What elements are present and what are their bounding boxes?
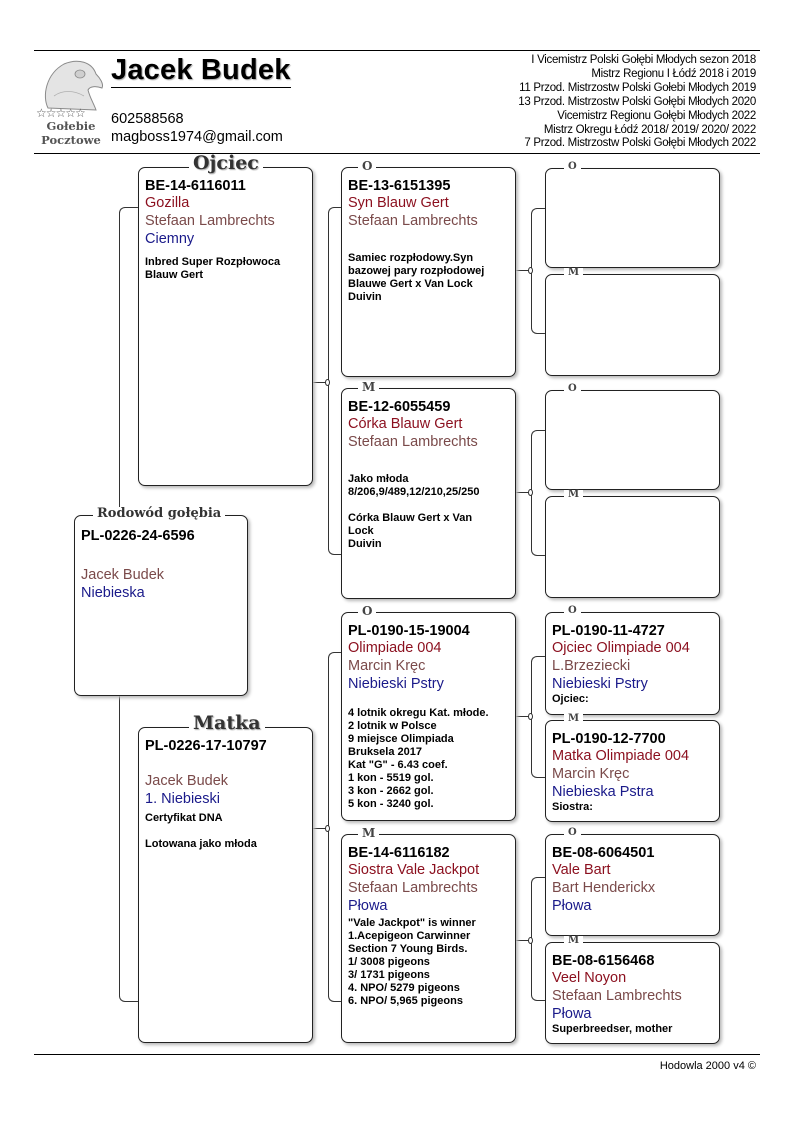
logo-stars: ☆☆☆☆☆ [36, 106, 85, 120]
connector-sd-parents [531, 430, 545, 556]
owner-phone: 602588568 [111, 111, 184, 127]
pigeon-name [81, 549, 247, 566]
achievement-item: 13 Przod. Mistrzostw Polski Gołębi Młodych 2020 [518, 95, 756, 108]
achievement-item: 7 Przod. Mistrzostw Polski Gołębi Młodych 2022 [524, 137, 756, 150]
owner-email[interactable]: magboss1974@gmail.com [111, 129, 283, 145]
pigeon-name: Matka Olimpiade 004 [552, 748, 690, 764]
header-top-rule [34, 50, 760, 51]
breeder-name: Stefaan Lambrechts [145, 213, 275, 229]
pigeon-card-sd-dam[interactable] [545, 489, 720, 598]
achievement-item: Mistrz Regionu I Łódź 2018 i 2019 [591, 67, 756, 80]
pigeon-card-sire-dam[interactable] [341, 380, 516, 599]
achievement-item: I Vicemistrz Polski Gołębi Młodych sezon 2018 [531, 54, 756, 66]
logo-text-line2: Pocztowe [41, 133, 101, 147]
pigeon-card-subject[interactable] [74, 506, 248, 696]
owner-name-underline [111, 87, 291, 88]
achievement-item: Mistrz Okregu Łódź 2018/ 2019/ 2020/ 2022 [543, 123, 756, 136]
pigeon-name: Olimpiade 004 [348, 640, 442, 656]
ring-number: PL-0226-17-10797 [145, 738, 267, 754]
connector-knot [528, 937, 533, 944]
pigeon-notes: Ojciec: [552, 693, 589, 705]
card-legend: O [564, 384, 581, 394]
card-legend: M [564, 714, 583, 724]
card-legend: M [358, 827, 379, 839]
connector-ss-parents [531, 208, 545, 334]
connector-knot [325, 825, 330, 832]
ring-number: PL-0190-11-4727 [552, 623, 665, 639]
pigeon-name: Syn Blauw Gert [348, 195, 449, 211]
pigeon-card-dd-sire[interactable] [545, 827, 720, 936]
breeder-name: L.Brzeziecki [552, 658, 631, 674]
card-legend: M [564, 490, 583, 500]
ring-number: BE-12-6055459 [348, 399, 451, 415]
pigeon-card-ss-sire[interactable] [545, 161, 720, 268]
ring-number: PL-0190-12-7700 [552, 731, 666, 747]
card-legend: O [564, 828, 581, 838]
pigeon-card-ds-dam[interactable] [545, 713, 720, 822]
card-legend: O [564, 162, 581, 172]
connector-dd-parents [531, 877, 545, 1001]
breeder-name: Stefaan Lambrechts [348, 434, 478, 450]
footer-rule [34, 1054, 760, 1055]
breeder-name: Jacek Budek [81, 567, 165, 583]
ring-number: BE-14-6116182 [348, 845, 450, 861]
pigeon-card-dam[interactable] [138, 712, 313, 1043]
breeder-name: Stefaan Lambrechts [348, 880, 478, 896]
achievement-item: 11 Przod. Mistrzostw Polski Gołebi Młodych 2019 [519, 81, 756, 94]
ring-number: BE-08-6064501 [552, 845, 655, 861]
header-bottom-rule [34, 153, 760, 154]
pigeon-notes: Siostra: [552, 801, 593, 813]
pigeon-card-dam-sire[interactable] [341, 604, 516, 821]
ring-number: BE-08-6156468 [552, 953, 655, 969]
logo [34, 56, 108, 148]
pigeon-notes: 4 lotnik okregu Kat. młode. 2 lotnik w Polsce 9 miejsce Olimpiada Bruksela 2017 Kat "G" - 6.43 coef. 1 kon - 5519 gol. 3 kon - 2662 gol. 5 kon - 3240 gol. [348, 707, 489, 810]
pigeon-card-dd-dam[interactable] [545, 935, 720, 1044]
pigeon-card-ds-sire[interactable] [545, 605, 720, 715]
breeder-name: Marcin Kręc [552, 766, 630, 782]
breeder-name: Jacek Budek [145, 773, 229, 789]
pigeon-notes: "Vale Jackpot" is winner 1.Acepigeon Carwinner Section 7 Young Birds. 1/ 3008 pigeons 3/ 1731 pigeons 4. NPO/ 5279 pigeons 6. NPO/ 5,965 pigeons [348, 917, 476, 1007]
pigeon-name: Siostra Vale Jackpot [348, 862, 480, 878]
card-legend: Rodowód gołębia [93, 507, 225, 520]
pigeon-card-ss-dam[interactable] [545, 267, 720, 376]
breeder-name: Stefaan Lambrechts [348, 213, 478, 229]
connector-knot [325, 379, 330, 386]
pigeon-notes: Superbreedser, mother [552, 1023, 673, 1035]
breeder-name: Stefaan Lambrechts [552, 988, 682, 1004]
card-legend: Ojciec [189, 154, 263, 173]
pigeon-card-sire-sire[interactable] [341, 159, 516, 377]
pigeon-color: Ciemny [145, 231, 195, 247]
pigeon-color: Płowa [552, 898, 592, 914]
pigeon-name: Veel Noyon [552, 970, 627, 986]
pigeon-color [348, 451, 515, 469]
pigeon-name [145, 755, 312, 772]
pigeon-color: Niebieska [81, 585, 145, 601]
pigeon-color: Niebieska Pstra [552, 784, 654, 800]
card-legend: O [358, 160, 376, 172]
card-legend: O [564, 606, 581, 616]
pigeon-card-dam-dam[interactable] [341, 826, 516, 1043]
pigeon-notes: Inbred Super Rozpłowoca Blauw Gert [145, 256, 281, 281]
ring-number: PL-0226-24-6596 [81, 528, 195, 544]
pigeon-notes: Certyfikat DNA Lotowana jako młoda [145, 812, 257, 850]
card-legend: M [564, 268, 583, 278]
card-legend: Matka [189, 714, 265, 733]
card-legend: M [358, 381, 379, 393]
pigeon-name: Córka Blauw Gert [348, 416, 463, 432]
ring-number: PL-0190-15-19004 [348, 623, 470, 639]
card-legend: M [564, 936, 583, 946]
pigeon-name: Ojciec Olimpiade 004 [552, 640, 690, 656]
pigeon-color: Płowa [348, 898, 388, 914]
connector-ds-parents [531, 656, 545, 778]
connector-sire-parents [328, 207, 342, 555]
connector-knot [528, 489, 533, 496]
pigeon-color [348, 230, 515, 248]
pigeon-color: Niebieski Pstry [348, 676, 444, 692]
ring-number: BE-14-6116011 [145, 178, 246, 194]
connector-knot [528, 713, 533, 720]
pigeon-card-sd-sire[interactable] [545, 383, 720, 490]
pigeon-color: Płowa [552, 1006, 592, 1022]
breeder-name: Marcin Kręc [348, 658, 426, 674]
logo-text-line1: Gołebie [46, 119, 96, 133]
breeder-name: Bart Henderickx [552, 880, 656, 896]
connector-knot [528, 267, 533, 274]
card-legend: O [358, 605, 376, 617]
owner-name: Jacek Budek [111, 54, 291, 86]
achievement-item: Vicemistrz Regionu Gołębi Młodych 2022 [557, 109, 756, 122]
pigeon-card-sire[interactable] [138, 152, 313, 486]
pigeon-color: Niebieski Pstry [552, 676, 648, 692]
ring-number: BE-13-6151395 [348, 178, 451, 194]
pigeon-notes: Jako młoda 8/206,9/489,12/210,25/250 Córka Blauw Gert x Van Lock Duivin [348, 473, 480, 550]
pigeon-name: Vale Bart [552, 862, 611, 878]
achievements-list [518, 54, 756, 151]
connector-dam-parents [328, 652, 342, 1002]
pigeon-notes: Samiec rozpłodowy.Syn bazowej pary rozpłodowej Blauwe Gert x Van Lock Duivin [348, 252, 485, 303]
pigeon-color: 1. Niebieski [145, 791, 220, 807]
footer-credit: Hodowla 2000 v4 © [659, 1060, 756, 1072]
pigeon-name: Gozilla [145, 195, 190, 211]
